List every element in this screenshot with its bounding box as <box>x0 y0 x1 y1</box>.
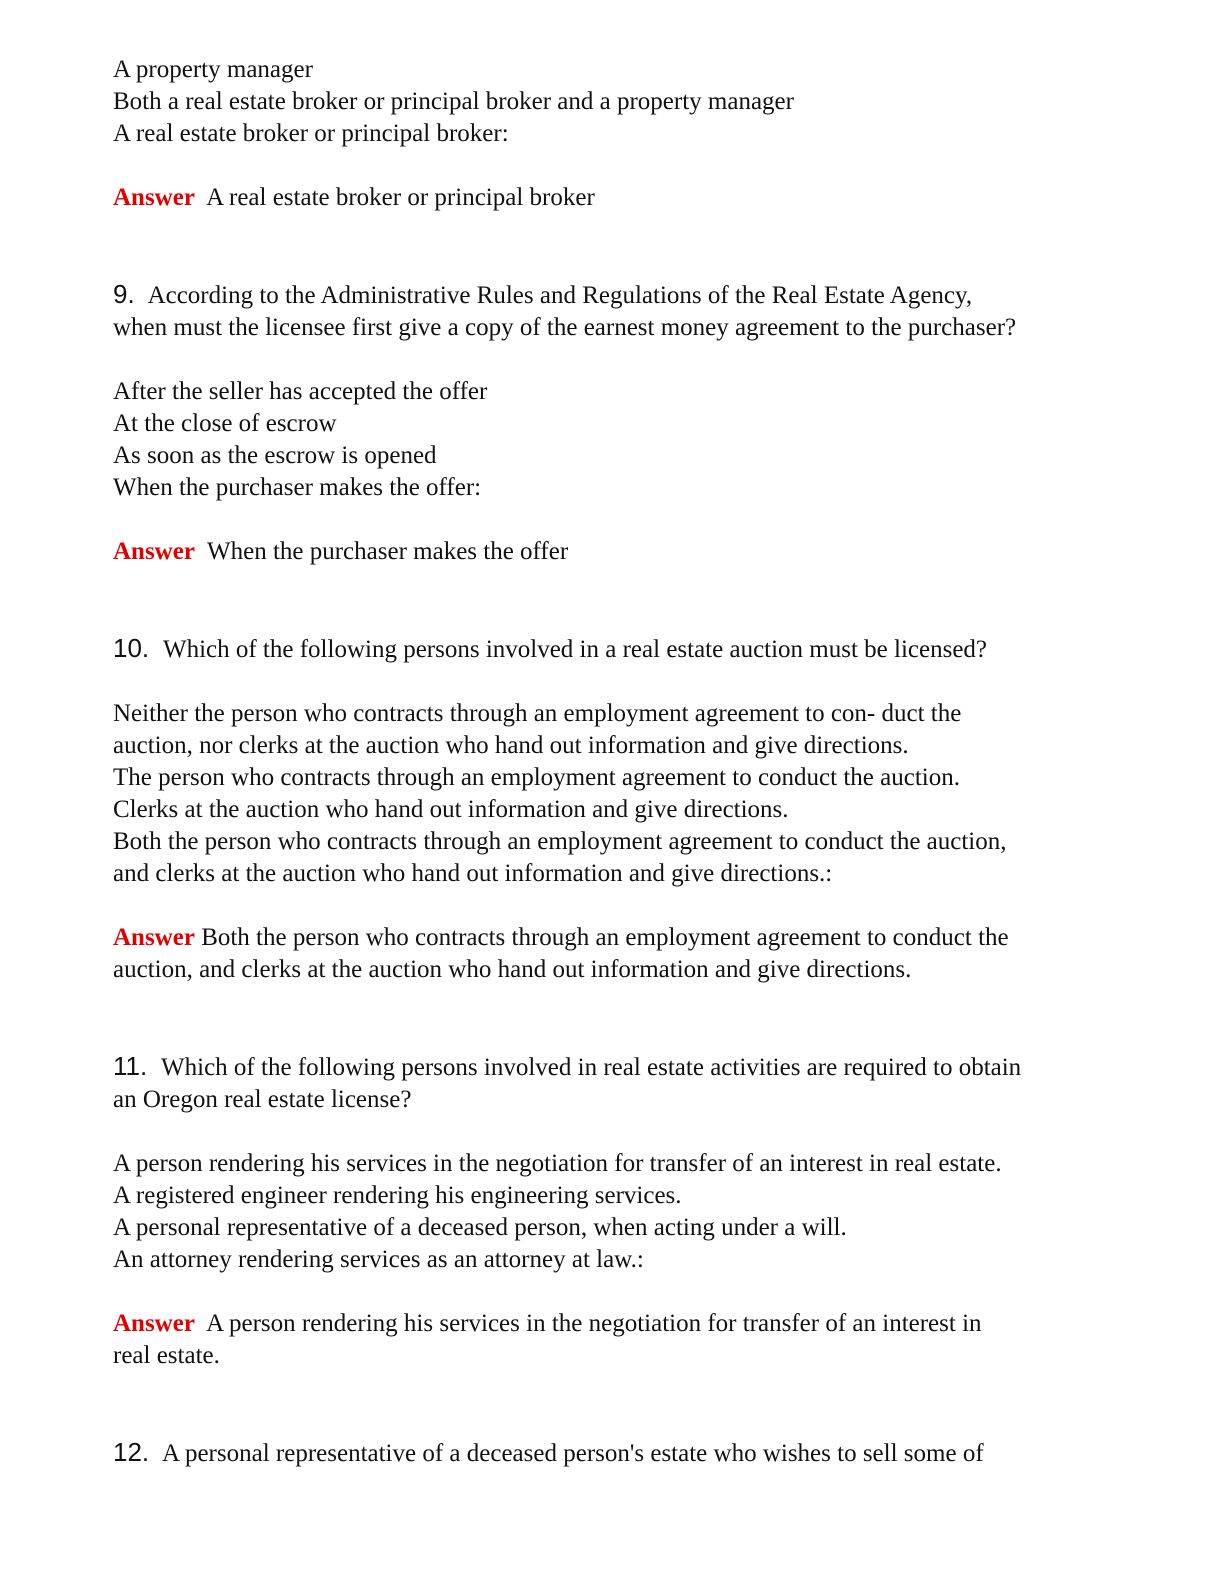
option: A registered engineer rendering his engineering services. <box>113 1182 682 1209</box>
answer-label: Answer <box>113 924 195 951</box>
question-line: 9. According to the Administrative Rules and Regulations of the Real Estate Agency, <box>113 279 973 309</box>
option: An attorney rendering services as an attorney at law.: <box>113 1246 644 1273</box>
answer-label: Answer <box>113 1310 195 1337</box>
question-9 <box>113 278 1123 568</box>
option: Both a real estate broker or principal broker and a property manager <box>113 88 794 115</box>
question-line: 10. Which of the following persons involved in a real estate auction must be licensed? <box>113 633 988 663</box>
answer-continuation: real estate. <box>113 1342 220 1369</box>
option: A person rendering his services in the negotiation for transfer of an interest in real estate. <box>113 1150 1002 1177</box>
q8-answer <box>113 182 1123 214</box>
answer: Answer When the purchaser makes the offer <box>113 538 569 565</box>
option: auction, nor clerks at the auction who hand out information and give directions. <box>113 732 909 759</box>
answer: Answer A person rendering his services in the negotiation for transfer of an interest in <box>113 1310 982 1337</box>
option: A real estate broker or principal broker: <box>113 120 509 147</box>
option: Neither the person who contracts through an employment agreement to con- duct the <box>113 700 962 727</box>
option: When the purchaser makes the offer: <box>113 474 482 501</box>
question-number: 10. <box>113 633 150 663</box>
question-12 <box>113 1436 1123 1470</box>
question-line: 11. Which of the following persons involved in real estate activities are required to obtain <box>113 1051 1022 1081</box>
question-number: 12. <box>113 1437 150 1467</box>
option: As soon as the escrow is opened <box>113 442 437 469</box>
option: and clerks at the auction who hand out information and give directions.: <box>113 860 833 887</box>
option: A personal representative of a deceased person, when acting under a will. <box>113 1214 847 1241</box>
option: Clerks at the auction who hand out information and give directions. <box>113 796 789 823</box>
option: The person who contracts through an employment agreement to conduct the auction. <box>113 764 960 791</box>
q8-options <box>113 54 1123 150</box>
option: After the seller has accepted the offer <box>113 378 488 405</box>
answer: Answer Both the person who contracts through an employment agreement to conduct the <box>113 924 1009 951</box>
document-page <box>113 54 1123 1470</box>
question-number: 9. <box>113 279 135 309</box>
question-line: when must the licensee first give a copy of the earnest money agreement to the purchaser? <box>113 314 1017 341</box>
answer-text: A real estate broker or principal broker <box>206 184 595 211</box>
question-11 <box>113 1050 1123 1372</box>
answer-continuation: auction, and clerks at the auction who hand out information and give directions. <box>113 956 912 983</box>
answer-label: Answer <box>113 184 195 211</box>
option: At the close of escrow <box>113 410 337 437</box>
question-line: an Oregon real estate license? <box>113 1086 412 1113</box>
option: A property manager <box>113 56 313 83</box>
question-line: 12. A personal representative of a deceased person's estate who wishes to sell some of <box>113 1437 984 1467</box>
question-10 <box>113 632 1123 986</box>
answer-label: Answer <box>113 538 195 565</box>
question-number: 11. <box>113 1051 148 1081</box>
option: Both the person who contracts through an employment agreement to conduct the auction, <box>113 828 1007 855</box>
